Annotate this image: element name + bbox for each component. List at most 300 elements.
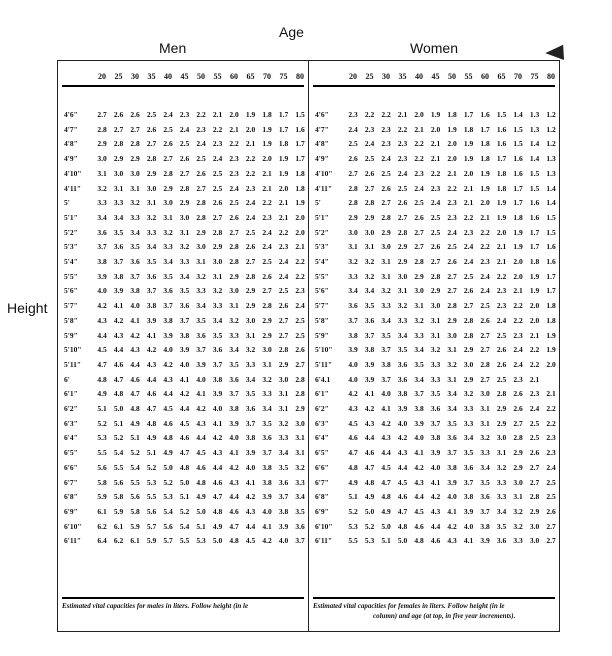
height-label: 5'11" (64, 359, 82, 369)
capacity-cell: 3.8 (229, 404, 239, 413)
capacity-cell: 2.3 (463, 227, 474, 237)
capacity-cell: 3.3 (348, 271, 358, 281)
capacity-cell: 1.9 (463, 154, 474, 164)
capacity-cell: 3.3 (513, 536, 523, 546)
capacity-cell: 2.5 (364, 154, 375, 164)
capacity-cell: 2.2 (546, 404, 556, 413)
capacity-cell: 2.2 (295, 271, 305, 281)
capacity-cell: 1.9 (262, 124, 272, 134)
capacity-cell: 2.9 (113, 154, 124, 164)
capacity-cell: 2.9 (496, 404, 507, 413)
table-row (58, 154, 308, 168)
capacity-cell: 1.8 (447, 110, 457, 119)
capacity-cell: 2.8 (348, 183, 358, 193)
capacity-cell: 2.2 (229, 139, 239, 149)
capacity-cell: 2.0 (463, 168, 474, 178)
women-caption-line1: Estimated vital capacities for females in liters. Follow height (in le (313, 602, 505, 610)
capacity-cell: 2.3 (364, 124, 375, 134)
capacity-cell: 3.2 (364, 271, 375, 281)
capacity-cell: 2.8 (196, 198, 206, 208)
capacity-cell: 2.7 (262, 286, 272, 296)
capacity-cell: 4.1 (262, 521, 272, 531)
height-label: 5'7" (64, 301, 78, 311)
capacity-cell: 3.9 (97, 271, 107, 281)
capacity-cell: 2.1 (529, 330, 540, 340)
capacity-cell: 1.6 (529, 198, 540, 208)
capacity-cell: 2.3 (447, 198, 457, 208)
capacity-cell: 2.9 (496, 418, 507, 428)
capacity-cell: 2.6 (513, 389, 523, 399)
capacity-cell: 2.3 (546, 448, 556, 458)
capacity-cell: 2.1 (414, 124, 424, 134)
capacity-cell: 4.0 (348, 359, 358, 369)
capacity-cell: 2.8 (97, 124, 107, 134)
capacity-cell: 5.1 (196, 521, 206, 531)
capacity-cell: 3.5 (430, 389, 441, 399)
capacity-cell: 4.6 (196, 462, 206, 472)
capacity-cell: 2.6 (529, 448, 540, 458)
capacity-cell: 3.5 (295, 506, 305, 516)
age-header-cell: 25 (114, 72, 123, 81)
capacity-cell: 3.6 (113, 242, 124, 252)
table-row (309, 110, 559, 124)
capacity-cell: 2.8 (414, 257, 424, 266)
capacity-cell: 2.7 (513, 418, 523, 428)
height-label: 6'3" (64, 418, 78, 428)
capacity-cell: 4.1 (245, 477, 256, 487)
capacity-cell: 3.7 (179, 315, 190, 325)
capacity-cell: 2.3 (414, 168, 424, 178)
capacity-cell: 3.8 (262, 462, 272, 472)
table-row (309, 139, 559, 153)
table-row (58, 331, 308, 345)
capacity-cell: 2.5 (348, 139, 358, 149)
age-header-cell: 80 (547, 72, 555, 81)
capacity-cell: 5.2 (130, 448, 140, 458)
capacity-cell: 3.5 (229, 359, 239, 369)
capacity-cell: 2.6 (513, 404, 523, 413)
table-row (58, 301, 308, 315)
capacity-cell: 2.4 (179, 124, 190, 134)
capacity-cell: 5.0 (364, 506, 375, 516)
capacity-cell: 3.0 (414, 286, 424, 296)
capacity-cell: 3.4 (262, 404, 272, 413)
table-row (58, 433, 308, 447)
table-row (58, 389, 308, 403)
capacity-cell: 1.3 (529, 110, 540, 119)
capacity-cell: 4.0 (97, 286, 107, 296)
height-label: 6'10" (64, 521, 82, 531)
capacity-cell: 2.2 (480, 227, 490, 237)
capacity-cell: 3.2 (262, 374, 272, 384)
capacity-cell: 3.2 (179, 242, 190, 252)
capacity-cell: 4.6 (113, 359, 124, 369)
capacity-cell: 1.9 (529, 286, 540, 296)
capacity-cell: 3.9 (212, 389, 223, 399)
capacity-cell: 4.1 (364, 389, 375, 399)
capacity-cell: 4.2 (212, 433, 223, 443)
capacity-cell: 1.8 (278, 139, 289, 149)
capacity-cell: 4.1 (179, 374, 190, 384)
table-row (58, 257, 308, 271)
age-header-cell: 60 (230, 72, 238, 81)
capacity-cell: 3.0 (295, 418, 305, 428)
height-label: 5'5" (315, 271, 329, 281)
capacity-cell: 3.7 (295, 536, 305, 546)
capacity-cell: 2.7 (196, 183, 206, 193)
capacity-cell: 3.1 (97, 168, 107, 178)
capacity-cell: 1.9 (513, 242, 523, 252)
capacity-cell: 5.0 (381, 521, 391, 531)
capacity-cell: 3.4 (447, 389, 457, 399)
table-row (309, 272, 559, 286)
capacity-cell: 3.6 (397, 374, 408, 384)
capacity-cell: 3.9 (245, 448, 256, 458)
capacity-cell: 4.7 (397, 506, 408, 516)
capacity-cell: 2.5 (546, 477, 556, 487)
capacity-cell: 4.2 (414, 462, 424, 472)
capacity-cell: 2.6 (480, 315, 490, 325)
capacity-cell: 4.3 (146, 359, 157, 369)
capacity-cell: 2.9 (397, 242, 408, 252)
capacity-cell: 5.0 (212, 536, 223, 546)
capacity-cell: 2.8 (463, 330, 474, 340)
capacity-cell: 4.1 (212, 418, 223, 428)
capacity-cell: 2.4 (430, 198, 441, 208)
age-header-cell: 45 (431, 72, 440, 81)
capacity-cell: 2.6 (348, 154, 358, 164)
capacity-cell: 3.6 (262, 433, 272, 443)
capacity-cell: 2.4 (295, 301, 305, 311)
capacity-cell: 4.4 (414, 492, 424, 502)
capacity-cell: 5.9 (146, 536, 157, 546)
capacity-cell: 2.7 (146, 139, 157, 149)
capacity-cell: 3.0 (229, 286, 239, 296)
capacity-cell: 3.7 (414, 389, 424, 399)
table-row (58, 198, 308, 212)
capacity-cell: 3.9 (229, 418, 239, 428)
height-label: 6'9" (315, 506, 329, 516)
age-header-cell: 35 (147, 72, 156, 81)
capacity-cell: 3.4 (414, 374, 424, 384)
capacity-cell: 3.5 (212, 330, 223, 340)
capacity-cell: 3.7 (113, 257, 124, 266)
capacity-cell: 2.9 (463, 374, 474, 384)
table-row (309, 242, 559, 256)
capacity-cell: 2.9 (463, 345, 474, 355)
capacity-cell: 4.3 (430, 506, 441, 516)
capacity-cell: 4.0 (196, 374, 206, 384)
capacity-cell: 2.1 (262, 168, 272, 178)
capacity-cell: 1.7 (513, 183, 523, 193)
capacity-cell: 4.0 (430, 462, 441, 472)
table-row (58, 507, 308, 521)
table-row (58, 184, 308, 198)
capacity-cell: 2.3 (278, 242, 289, 252)
capacity-cell: 5.7 (163, 536, 173, 546)
capacity-cell: 2.5 (414, 198, 424, 208)
capacity-cell: 6.2 (113, 536, 124, 546)
capacity-cell: 4.0 (381, 389, 391, 399)
capacity-cell: 2.1 (212, 110, 223, 119)
height-label: 4'7" (64, 124, 78, 134)
women-header-rule (313, 85, 555, 87)
capacity-cell: 2.4 (463, 242, 474, 252)
capacity-cell: 3.4 (463, 433, 474, 443)
capacity-cell: 3.5 (496, 521, 507, 531)
capacity-cell: 3.1 (196, 257, 206, 266)
capacity-cell: 2.3 (430, 183, 441, 193)
capacity-cell: 3.2 (496, 462, 507, 472)
capacity-cell: 4.8 (229, 536, 239, 546)
capacity-cell: 6.1 (113, 521, 124, 531)
capacity-cell: 4.3 (212, 448, 223, 458)
capacity-cell: 2.0 (430, 124, 441, 134)
capacity-cell: 4.6 (414, 521, 424, 531)
capacity-cell: 2.6 (430, 242, 441, 252)
capacity-cell: 1.3 (546, 154, 556, 164)
height-label: 5'2" (315, 227, 329, 237)
height-label: 6'11" (64, 536, 82, 546)
height-label: 5'9" (315, 330, 329, 340)
capacity-cell: 3.3 (130, 212, 140, 222)
capacity-cell: 2.9 (529, 506, 540, 516)
capacity-cell: 2.8 (295, 374, 305, 384)
capacity-cell: 4.6 (130, 374, 140, 384)
capacity-cell: 4.6 (397, 492, 408, 502)
capacity-cell: 4.8 (364, 477, 375, 487)
capacity-cell: 2.5 (146, 110, 157, 119)
capacity-cell: 4.4 (196, 433, 206, 443)
capacity-cell: 2.7 (546, 521, 556, 531)
capacity-cell: 2.7 (229, 227, 239, 237)
age-header-cell: 30 (382, 72, 390, 81)
capacity-cell: 3.7 (212, 359, 223, 369)
height-label: 5'1" (315, 212, 329, 222)
capacity-cell: 5.9 (130, 521, 140, 531)
capacity-cell: 3.2 (414, 315, 424, 325)
capacity-cell: 4.8 (130, 404, 140, 413)
capacity-cell: 3.3 (496, 477, 507, 487)
capacity-cell: 3.9 (113, 286, 124, 296)
capacity-cell: 1.2 (546, 124, 556, 134)
height-label: 4'7" (315, 124, 329, 134)
table-row (309, 389, 559, 403)
age-header-cell: 60 (481, 72, 489, 81)
capacity-cell: 3.9 (480, 536, 490, 546)
capacity-cell: 2.4 (480, 286, 490, 296)
capacity-cell: 3.0 (278, 374, 289, 384)
capacity-cell: 2.9 (295, 404, 305, 413)
table-row (58, 419, 308, 433)
capacity-cell: 2.4 (513, 359, 523, 369)
capacity-cell: 2.7 (130, 124, 140, 134)
capacity-cell: 2.7 (529, 477, 540, 487)
capacity-cell: 2.2 (430, 168, 441, 178)
capacity-cell: 2.7 (179, 168, 190, 178)
capacity-cell: 3.5 (245, 389, 256, 399)
capacity-cell: 1.8 (513, 212, 523, 222)
capacity-cell: 2.5 (278, 286, 289, 296)
capacity-cell: 4.0 (397, 418, 408, 428)
capacity-cell: 1.7 (546, 271, 556, 281)
capacity-cell: 3.1 (295, 433, 305, 443)
capacity-cell: 4.1 (414, 448, 424, 458)
capacity-cell: 4.0 (245, 462, 256, 472)
capacity-cell: 3.3 (229, 330, 239, 340)
capacity-cell: 1.6 (496, 124, 507, 134)
capacity-cell: 2.0 (262, 154, 272, 164)
capacity-cell: 3.1 (381, 271, 391, 281)
capacity-cell: 3.7 (447, 448, 457, 458)
capacity-cell: 2.0 (480, 198, 490, 208)
height-label: 6'4" (315, 433, 329, 443)
capacity-cell: 1.5 (496, 110, 507, 119)
capacity-cell: 2.6 (146, 124, 157, 134)
capacity-cell: 2.9 (262, 315, 272, 325)
capacity-cell: 2.2 (480, 242, 490, 252)
capacity-cell: 3.0 (529, 536, 540, 546)
capacity-cell: 2.7 (463, 301, 474, 311)
capacity-cell: 1.9 (529, 271, 540, 281)
height-label: 5'1" (64, 212, 78, 222)
capacity-cell: 4.7 (364, 462, 375, 472)
height-label: 5'4" (315, 257, 329, 266)
capacity-cell: 4.8 (212, 506, 223, 516)
capacity-cell: 2.9 (229, 271, 239, 281)
capacity-cell: 3.0 (196, 242, 206, 252)
capacity-cell: 2.3 (245, 183, 256, 193)
capacity-cell: 2.1 (430, 139, 441, 149)
capacity-cell: 5.1 (146, 448, 157, 458)
men-age-header (58, 72, 308, 84)
capacity-cell: 3.8 (278, 506, 289, 516)
capacity-cell: 4.0 (212, 404, 223, 413)
capacity-cell: 2.3 (229, 154, 239, 164)
capacity-cell: 1.8 (546, 301, 556, 311)
capacity-cell: 3.8 (245, 433, 256, 443)
capacity-cell: 4.5 (97, 345, 107, 355)
capacity-cell: 2.3 (229, 168, 239, 178)
capacity-cell: 3.2 (430, 345, 441, 355)
height-label: 4'9" (315, 154, 329, 164)
capacity-cell: 1.8 (546, 315, 556, 325)
men-table-panel (57, 60, 309, 632)
capacity-cell: 2.3 (529, 389, 540, 399)
capacity-cell: 3.2 (130, 198, 140, 208)
capacity-cell: 2.7 (480, 330, 490, 340)
table-row (309, 492, 559, 506)
capacity-cell: 2.8 (513, 433, 523, 443)
capacity-cell: 3.9 (447, 477, 457, 487)
capacity-cell: 1.4 (546, 183, 556, 193)
capacity-cell: 3.3 (113, 198, 124, 208)
table-row (58, 522, 308, 536)
capacity-cell: 2.9 (212, 242, 223, 252)
table-row (58, 345, 308, 359)
capacity-cell: 4.8 (348, 462, 358, 472)
capacity-cell: 1.7 (295, 154, 305, 164)
capacity-cell: 2.8 (262, 301, 272, 311)
capacity-cell: 3.8 (348, 330, 358, 340)
capacity-cell: 2.2 (463, 212, 474, 222)
capacity-cell: 2.4 (229, 183, 239, 193)
height-label: 6'7" (64, 477, 78, 487)
capacity-cell: 2.2 (546, 418, 556, 428)
capacity-cell: 3.8 (397, 389, 408, 399)
capacity-cell: 2.8 (529, 492, 540, 502)
capacity-cell: 4.9 (146, 433, 157, 443)
capacity-cell: 4.2 (113, 315, 124, 325)
capacity-cell: 3.1 (229, 301, 239, 311)
capacity-cell: 2.2 (262, 198, 272, 208)
height-label: 5'7" (315, 301, 329, 311)
capacity-cell: 3.0 (496, 433, 507, 443)
capacity-cell: 4.0 (229, 433, 239, 443)
capacity-cell: 3.5 (381, 330, 391, 340)
capacity-cell: 3.8 (447, 462, 457, 472)
capacity-cell: 4.1 (196, 389, 206, 399)
capacity-cell: 5.3 (146, 477, 157, 487)
capacity-cell: 4.4 (113, 345, 124, 355)
capacity-cell: 2.5 (529, 433, 540, 443)
capacity-cell: 2.8 (348, 198, 358, 208)
capacity-cell: 1.2 (546, 110, 556, 119)
capacity-cell: 2.5 (463, 271, 474, 281)
capacity-cell: 3.7 (196, 345, 206, 355)
capacity-cell: 3.6 (364, 315, 375, 325)
capacity-cell: 1.5 (295, 110, 305, 119)
capacity-cell: 4.7 (348, 448, 358, 458)
capacity-cell: 3.3 (397, 315, 408, 325)
table-row (58, 448, 308, 462)
capacity-cell: 3.3 (179, 257, 190, 266)
capacity-cell: 2.3 (381, 124, 391, 134)
height-label: 6' (64, 374, 70, 384)
capacity-cell: 4.0 (348, 374, 358, 384)
capacity-cell: 3.2 (146, 212, 157, 222)
age-header-cell: 75 (279, 72, 288, 81)
capacity-cell: 4.1 (229, 448, 239, 458)
capacity-cell: 4.0 (262, 506, 272, 516)
capacity-cell: 5.5 (146, 492, 157, 502)
capacity-cell: 2.8 (447, 301, 457, 311)
capacity-cell: 4.2 (146, 345, 157, 355)
capacity-cell: 1.9 (513, 227, 523, 237)
capacity-cell: 4.7 (212, 492, 223, 502)
capacity-cell: 2.2 (295, 257, 305, 266)
capacity-cell: 2.0 (496, 227, 507, 237)
capacity-cell: 3.9 (414, 418, 424, 428)
capacity-cell: 5.5 (348, 536, 358, 546)
capacity-cell: 4.4 (179, 404, 190, 413)
capacity-cell: 3.1 (430, 330, 441, 340)
capacity-cell: 3.6 (496, 536, 507, 546)
capacity-cell: 3.4 (245, 374, 256, 384)
height-label: 5' (315, 198, 321, 208)
height-label: 6'5" (315, 448, 329, 458)
capacity-cell: 3.7 (463, 477, 474, 487)
table-row (309, 125, 559, 139)
capacity-cell: 3.2 (397, 301, 408, 311)
capacity-cell: 2.5 (496, 330, 507, 340)
capacity-cell: 3.0 (262, 345, 272, 355)
height-label: 6'9" (64, 506, 78, 516)
capacity-cell: 2.6 (113, 110, 124, 119)
capacity-cell: 2.5 (397, 183, 408, 193)
capacity-cell: 3.2 (163, 227, 173, 237)
capacity-cell: 2.4 (546, 462, 556, 472)
